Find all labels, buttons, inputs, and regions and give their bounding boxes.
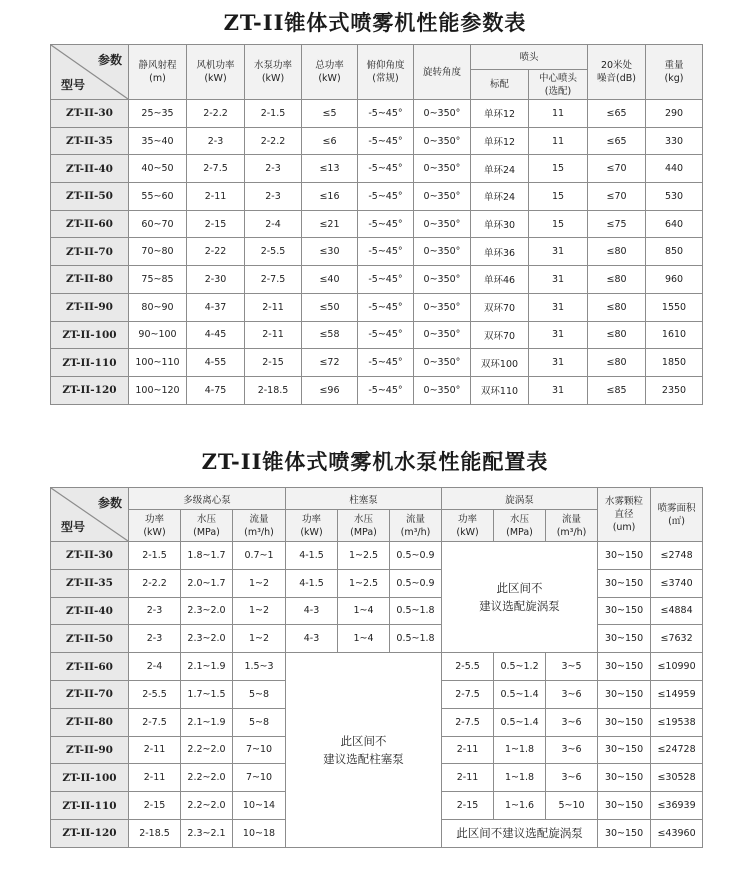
spray-area-cell: ≤7632 xyxy=(651,625,703,653)
header-spray-area: 喷雾面积 (㎡) xyxy=(651,488,703,542)
table-cell: 2-11 xyxy=(187,183,245,211)
table-cell: 40~50 xyxy=(129,155,187,183)
table-cell: ≤80 xyxy=(588,349,646,377)
model-cell: ZT-II-30 xyxy=(51,542,129,570)
table-cell: 2-2.2 xyxy=(245,127,302,155)
table-cell: 2-18.5 xyxy=(245,376,302,404)
table-cell: ≤21 xyxy=(302,210,358,238)
header-total-power: 总功率 (kW) xyxy=(302,45,358,100)
table-row xyxy=(51,238,703,266)
plunger-cell: 1~4 xyxy=(338,597,390,625)
table-row xyxy=(51,183,703,211)
centrifugal-cell: 2-3 xyxy=(129,625,181,653)
table-cell: 双环110 xyxy=(471,376,529,404)
table-cell: 2-3 xyxy=(187,127,245,155)
model-cell: ZT-II-120 xyxy=(51,376,129,404)
table1-corner-header xyxy=(51,45,129,100)
table-row xyxy=(51,349,703,377)
plunger-cell: 4-1.5 xyxy=(286,569,338,597)
table-row xyxy=(51,127,703,155)
table-cell: 2-4 xyxy=(245,210,302,238)
table-cell: 2-22 xyxy=(187,238,245,266)
table-cell: -5~45° xyxy=(358,238,414,266)
centrifugal-cell: 2.2~2.0 xyxy=(181,736,233,764)
table-cell: ≤16 xyxy=(302,183,358,211)
model-cell: ZT-II-120 xyxy=(51,819,129,847)
header-fan-power: 风机功率 (kW) xyxy=(187,45,245,100)
table-row xyxy=(51,293,703,321)
vortex-cell: 3~6 xyxy=(546,736,598,764)
plunger-cell: 4-1.5 xyxy=(286,542,338,570)
centrifugal-cell: 2-3 xyxy=(129,597,181,625)
table-cell: 75~85 xyxy=(129,266,187,294)
table-cell: 双环70 xyxy=(471,293,529,321)
table-cell: 2-3 xyxy=(245,183,302,211)
table-cell: 2-15 xyxy=(187,210,245,238)
header-pump-power: 水泵功率 (kW) xyxy=(245,45,302,100)
table-row xyxy=(51,321,703,349)
table-cell: 960 xyxy=(646,266,703,294)
table-cell: 4-45 xyxy=(187,321,245,349)
vortex-cell: 2-5.5 xyxy=(442,653,494,681)
table-cell: 0~350° xyxy=(414,210,471,238)
table-cell: 440 xyxy=(646,155,703,183)
table-cell: 双环70 xyxy=(471,321,529,349)
table-cell: 0~350° xyxy=(414,321,471,349)
model-cell: ZT-II-70 xyxy=(51,680,129,708)
table-cell: 1610 xyxy=(646,321,703,349)
table-cell: ≤80 xyxy=(588,266,646,294)
table-cell: ≤40 xyxy=(302,266,358,294)
spray-area-cell: ≤2748 xyxy=(651,542,703,570)
table-cell: -5~45° xyxy=(358,349,414,377)
particle-diameter-cell: 30~150 xyxy=(598,736,651,764)
plunger-cell: 4-3 xyxy=(286,597,338,625)
table-cell: 530 xyxy=(646,183,703,211)
table-cell: ≤72 xyxy=(302,349,358,377)
spray-area-cell: ≤36939 xyxy=(651,792,703,820)
plunger-cell: 1~2.5 xyxy=(338,542,390,570)
table-cell: 90~100 xyxy=(129,321,187,349)
table-cell: 0~350° xyxy=(414,376,471,404)
centrifugal-cell: 10~18 xyxy=(233,819,286,847)
table-cell: 330 xyxy=(646,127,703,155)
table-cell: ≤30 xyxy=(302,238,358,266)
spray-area-cell: ≤43960 xyxy=(651,819,703,847)
spray-area-cell: ≤10990 xyxy=(651,653,703,681)
table-cell: -5~45° xyxy=(358,183,414,211)
spray-area-cell: ≤14959 xyxy=(651,680,703,708)
table-cell: 4-37 xyxy=(187,293,245,321)
table1-title xyxy=(0,7,750,37)
table-cell: 2-1.5 xyxy=(245,100,302,128)
table-cell: 100~110 xyxy=(129,349,187,377)
table-cell: 双环100 xyxy=(471,349,529,377)
particle-diameter-cell: 30~150 xyxy=(598,680,651,708)
spray-area-cell: ≤30528 xyxy=(651,764,703,792)
table-cell: -5~45° xyxy=(358,266,414,294)
table-cell: 31 xyxy=(529,266,588,294)
vortex-not-recommended-note: 此区间不 建议选配旋涡泵 xyxy=(442,542,598,653)
centrifugal-cell: 2.3~2.0 xyxy=(181,625,233,653)
spray-area-cell: ≤24728 xyxy=(651,736,703,764)
centrifugal-cell: 7~10 xyxy=(233,764,286,792)
plunger-cell: 0.5~0.9 xyxy=(390,569,442,597)
table1-title-model: ZT-II xyxy=(223,10,285,35)
header-particle-diameter: 水雾颗粒 直径 (um) xyxy=(598,488,651,542)
table-cell: 290 xyxy=(646,100,703,128)
table-cell: 2-30 xyxy=(187,266,245,294)
table-cell: -5~45° xyxy=(358,127,414,155)
particle-diameter-cell: 30~150 xyxy=(598,764,651,792)
centrifugal-cell: 5~8 xyxy=(233,680,286,708)
model-cell: ZT-II-60 xyxy=(51,210,129,238)
table-cell: 11 xyxy=(529,100,588,128)
header-pitch-angle: 俯仰角度 (常规) xyxy=(358,45,414,100)
table-cell: 0~350° xyxy=(414,155,471,183)
table-cell: ≤85 xyxy=(588,376,646,404)
plunger-cell: 0.5~0.9 xyxy=(390,542,442,570)
table-cell: 2-15 xyxy=(245,349,302,377)
subheader-cell: 功率 (kW) xyxy=(442,510,494,542)
model-cell: ZT-II-100 xyxy=(51,321,129,349)
particle-diameter-cell: 30~150 xyxy=(598,597,651,625)
table-cell: 4-75 xyxy=(187,376,245,404)
vortex-cell: 2-15 xyxy=(442,792,494,820)
header-nozzle-standard: 标配 xyxy=(471,70,529,100)
table-cell: 0~350° xyxy=(414,349,471,377)
table-cell: -5~45° xyxy=(358,376,414,404)
table-cell: ≤96 xyxy=(302,376,358,404)
vortex-cell: 3~6 xyxy=(546,680,598,708)
table-cell: 31 xyxy=(529,321,588,349)
table-cell: 单环24 xyxy=(471,155,529,183)
table-cell: 2-2.2 xyxy=(187,100,245,128)
table2-title-text: 锥体式喷雾机水泵性能配置表 xyxy=(262,450,549,474)
centrifugal-cell: 2.2~2.0 xyxy=(181,792,233,820)
table-cell: ≤75 xyxy=(588,210,646,238)
table-cell: 2350 xyxy=(646,376,703,404)
model-cell: ZT-II-70 xyxy=(51,238,129,266)
vortex-cell: 0.5~1.4 xyxy=(494,680,546,708)
table-cell: 单环12 xyxy=(471,127,529,155)
vortex-cell: 2-11 xyxy=(442,736,494,764)
centrifugal-cell: 2-11 xyxy=(129,736,181,764)
table-row xyxy=(51,376,703,404)
table-cell: 单环36 xyxy=(471,238,529,266)
table-row xyxy=(51,653,703,681)
table-cell: 31 xyxy=(529,376,588,404)
table-cell: 80~90 xyxy=(129,293,187,321)
header-nozzle: 喷头 xyxy=(471,45,588,70)
table-cell: 15 xyxy=(529,210,588,238)
table-cell: 60~70 xyxy=(129,210,187,238)
centrifugal-cell: 2-18.5 xyxy=(129,819,181,847)
performance-table xyxy=(50,44,703,405)
table-row xyxy=(51,597,703,625)
table-cell: ≤70 xyxy=(588,155,646,183)
centrifugal-cell: 1.7~1.5 xyxy=(181,680,233,708)
table-cell: 15 xyxy=(529,155,588,183)
table-cell: 15 xyxy=(529,183,588,211)
table-cell: 0~350° xyxy=(414,100,471,128)
table-cell: 单环46 xyxy=(471,266,529,294)
table-cell: ≤58 xyxy=(302,321,358,349)
plunger-cell: 1~4 xyxy=(338,625,390,653)
header-vortex-pump: 旋涡泵 xyxy=(442,488,598,510)
centrifugal-cell: 1~2 xyxy=(233,625,286,653)
table-cell: 0~350° xyxy=(414,293,471,321)
table-cell: 单环30 xyxy=(471,210,529,238)
particle-diameter-cell: 30~150 xyxy=(598,653,651,681)
corner-param-label: 参数 xyxy=(97,53,122,67)
vortex-cell: 3~6 xyxy=(546,708,598,736)
table-cell: 0~350° xyxy=(414,183,471,211)
corner-param-label: 参数 xyxy=(97,496,122,510)
vortex-cell: 3~5 xyxy=(546,653,598,681)
table-cell: ≤80 xyxy=(588,321,646,349)
centrifugal-cell: 2-7.5 xyxy=(129,708,181,736)
subheader-cell: 功率 (kW) xyxy=(286,510,338,542)
subheader-cell: 水压 (MPa) xyxy=(338,510,390,542)
table-cell: ≤65 xyxy=(588,127,646,155)
centrifugal-cell: 2-4 xyxy=(129,653,181,681)
header-nozzle-center: 中心喷头 (选配) xyxy=(529,70,588,100)
table-cell: ≤5 xyxy=(302,100,358,128)
header-static-range: 静风射程 (m) xyxy=(129,45,187,100)
centrifugal-cell: 2-2.2 xyxy=(129,569,181,597)
vortex-not-recommended-note-bottom: 此区间不建议选配旋涡泵 xyxy=(442,819,598,847)
table-cell: -5~45° xyxy=(358,155,414,183)
centrifugal-cell: 2.0~1.7 xyxy=(181,569,233,597)
vortex-cell: 1~1.6 xyxy=(494,792,546,820)
table-cell: ≤50 xyxy=(302,293,358,321)
table-cell: -5~45° xyxy=(358,210,414,238)
centrifugal-cell: 0.7~1 xyxy=(233,542,286,570)
vortex-cell: 5~10 xyxy=(546,792,598,820)
table-row xyxy=(51,266,703,294)
plunger-cell: 1~2.5 xyxy=(338,569,390,597)
particle-diameter-cell: 30~150 xyxy=(598,569,651,597)
model-cell: ZT-II-40 xyxy=(51,597,129,625)
table2-corner-header xyxy=(51,488,129,542)
spray-area-cell: ≤4884 xyxy=(651,597,703,625)
header-rotation-angle: 旋转角度 xyxy=(414,45,471,100)
table-cell: 31 xyxy=(529,349,588,377)
table-cell: ≤13 xyxy=(302,155,358,183)
model-cell: ZT-II-100 xyxy=(51,764,129,792)
table-cell: 25~35 xyxy=(129,100,187,128)
table-cell: 70~80 xyxy=(129,238,187,266)
table1-title-text: 锥体式喷雾机性能参数表 xyxy=(284,11,527,35)
table2-title-model: ZT-II xyxy=(201,449,263,474)
model-cell: ZT-II-80 xyxy=(51,266,129,294)
table-cell: 2-5.5 xyxy=(245,238,302,266)
spray-area-cell: ≤3740 xyxy=(651,569,703,597)
header-centrifugal-pump: 多级离心泵 xyxy=(129,488,286,510)
subheader-cell: 水压 (MPa) xyxy=(494,510,546,542)
table-row xyxy=(51,210,703,238)
table-cell: 100~120 xyxy=(129,376,187,404)
table-cell: 0~350° xyxy=(414,127,471,155)
spray-area-cell: ≤19538 xyxy=(651,708,703,736)
centrifugal-cell: 2.1~1.9 xyxy=(181,708,233,736)
model-cell: ZT-II-90 xyxy=(51,293,129,321)
model-cell: ZT-II-35 xyxy=(51,127,129,155)
vortex-cell: 1~1.8 xyxy=(494,764,546,792)
centrifugal-cell: 1.8~1.7 xyxy=(181,542,233,570)
particle-diameter-cell: 30~150 xyxy=(598,819,651,847)
table-row xyxy=(51,542,703,570)
table-cell: 31 xyxy=(529,293,588,321)
vortex-cell: 3~6 xyxy=(546,764,598,792)
header-plunger-pump: 柱塞泵 xyxy=(286,488,442,510)
particle-diameter-cell: 30~150 xyxy=(598,792,651,820)
vortex-cell: 2-7.5 xyxy=(442,708,494,736)
centrifugal-cell: 2.2~2.0 xyxy=(181,764,233,792)
model-cell: ZT-II-50 xyxy=(51,183,129,211)
corner-model-label: 型号 xyxy=(61,520,86,534)
table-cell: ≤80 xyxy=(588,238,646,266)
model-cell: ZT-II-50 xyxy=(51,625,129,653)
centrifugal-cell: 5~8 xyxy=(233,708,286,736)
table-cell: 单环12 xyxy=(471,100,529,128)
subheader-cell: 功率 (kW) xyxy=(129,510,181,542)
plunger-cell: 0.5~1.8 xyxy=(390,597,442,625)
pump-config-table xyxy=(50,487,703,848)
model-cell: ZT-II-90 xyxy=(51,736,129,764)
table-cell: 4-55 xyxy=(187,349,245,377)
vortex-cell: 0.5~1.2 xyxy=(494,653,546,681)
vortex-cell: 1~1.8 xyxy=(494,736,546,764)
table-cell: 0~350° xyxy=(414,266,471,294)
plunger-cell: 0.5~1.8 xyxy=(390,625,442,653)
model-cell: ZT-II-110 xyxy=(51,349,129,377)
centrifugal-cell: 1~2 xyxy=(233,597,286,625)
table2-title xyxy=(0,446,750,476)
centrifugal-cell: 2-15 xyxy=(129,792,181,820)
vortex-cell: 2-7.5 xyxy=(442,680,494,708)
centrifugal-cell: 7~10 xyxy=(233,736,286,764)
table-cell: ≤80 xyxy=(588,293,646,321)
subheader-cell: 水压 (MPa) xyxy=(181,510,233,542)
plunger-not-recommended-note: 此区间不 建议选配柱塞泵 xyxy=(286,653,442,848)
subheader-cell: 流量 (m³/h) xyxy=(233,510,286,542)
centrifugal-cell: 1~2 xyxy=(233,569,286,597)
subheader-cell: 流量 (m³/h) xyxy=(546,510,598,542)
table-cell: 2-7.5 xyxy=(245,266,302,294)
header-noise: 20米处 噪音(dB) xyxy=(588,45,646,100)
subheader-cell: 流量 (m³/h) xyxy=(390,510,442,542)
table-row xyxy=(51,625,703,653)
table-cell: 2-11 xyxy=(245,293,302,321)
particle-diameter-cell: 30~150 xyxy=(598,625,651,653)
table-cell: ≤70 xyxy=(588,183,646,211)
table-row xyxy=(51,569,703,597)
centrifugal-cell: 2-5.5 xyxy=(129,680,181,708)
model-cell: ZT-II-110 xyxy=(51,792,129,820)
table-cell: 2-7.5 xyxy=(187,155,245,183)
table-cell: 单环24 xyxy=(471,183,529,211)
centrifugal-cell: 2.1~1.9 xyxy=(181,653,233,681)
centrifugal-cell: 2.3~2.0 xyxy=(181,597,233,625)
table-cell: -5~45° xyxy=(358,321,414,349)
table-cell: 2-3 xyxy=(245,155,302,183)
model-cell: ZT-II-80 xyxy=(51,708,129,736)
table-row xyxy=(51,100,703,128)
table-cell: -5~45° xyxy=(358,293,414,321)
particle-diameter-cell: 30~150 xyxy=(598,542,651,570)
table-cell: 11 xyxy=(529,127,588,155)
table-cell: 35~40 xyxy=(129,127,187,155)
model-cell: ZT-II-40 xyxy=(51,155,129,183)
centrifugal-cell: 2-11 xyxy=(129,764,181,792)
table-cell: ≤6 xyxy=(302,127,358,155)
table-cell: 31 xyxy=(529,238,588,266)
table-cell: 0~350° xyxy=(414,238,471,266)
vortex-cell: 0.5~1.4 xyxy=(494,708,546,736)
vortex-cell: 2-11 xyxy=(442,764,494,792)
table-cell: 1850 xyxy=(646,349,703,377)
corner-model-label: 型号 xyxy=(61,78,86,92)
table-cell: 850 xyxy=(646,238,703,266)
table-row xyxy=(51,155,703,183)
plunger-cell: 4-3 xyxy=(286,625,338,653)
centrifugal-cell: 2.3~2.1 xyxy=(181,819,233,847)
model-cell: ZT-II-30 xyxy=(51,100,129,128)
particle-diameter-cell: 30~150 xyxy=(598,708,651,736)
centrifugal-cell: 1.5~3 xyxy=(233,653,286,681)
model-cell: ZT-II-60 xyxy=(51,653,129,681)
header-weight: 重量 (kg) xyxy=(646,45,703,100)
centrifugal-cell: 10~14 xyxy=(233,792,286,820)
table-cell: 1550 xyxy=(646,293,703,321)
table-cell: 2-11 xyxy=(245,321,302,349)
centrifugal-cell: 2-1.5 xyxy=(129,542,181,570)
model-cell: ZT-II-35 xyxy=(51,569,129,597)
table-cell: 640 xyxy=(646,210,703,238)
table-cell: ≤65 xyxy=(588,100,646,128)
table-cell: -5~45° xyxy=(358,100,414,128)
table-cell: 55~60 xyxy=(129,183,187,211)
